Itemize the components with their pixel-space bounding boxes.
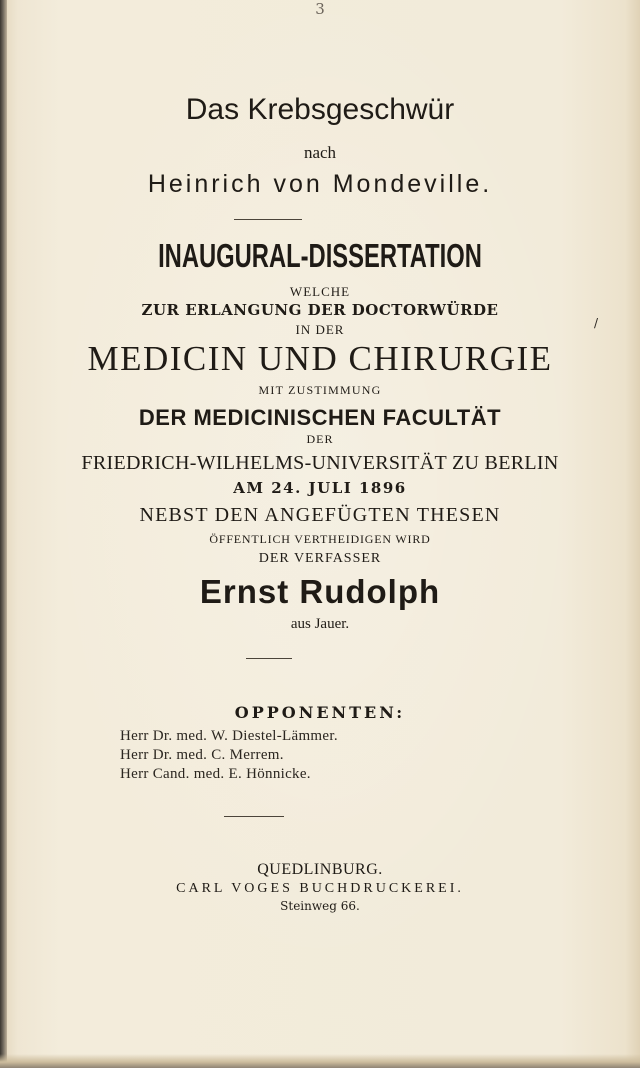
printer-address: Steinweg 66. (280, 899, 360, 913)
opponent-1: Herr Dr. med. W. Diestel-Lämmer. (120, 728, 338, 744)
divider-rule-middle (246, 658, 292, 659)
subject-name: Heinrich von Mondeville. (147, 170, 493, 198)
page-number: 3 (315, 0, 325, 18)
line-mit-zustimmung: MIT ZUSTIMMUNG (258, 383, 382, 397)
line-der: DER (306, 432, 334, 446)
divider-rule-top (234, 219, 302, 220)
margin-mark: / (594, 316, 599, 330)
title-connector: nach (303, 143, 337, 162)
line-zur-erlangung: ZUR ERLANGUNG DER DOCTORWÜRDE (141, 301, 499, 319)
faculty-subjects: MEDICIN UND CHIRURGIE (87, 339, 553, 378)
dissertation-heading: INAUGURAL-DISSERTATION (158, 237, 482, 274)
university-name: FRIEDRICH-WILHELMS-UNIVERSITÄT ZU BERLIN (81, 452, 559, 474)
document-title: Das Krebsgeschwür (185, 93, 455, 126)
author-origin: aus Jauer. (290, 616, 350, 632)
divider-rule-bottom (224, 816, 284, 817)
printer-name: CARL VOGES BUCHDRUCKEREI. (176, 881, 464, 896)
line-der-verfasser: DER VERFASSER (258, 551, 382, 566)
line-thesen: NEBST DEN ANGEFÜGTEN THESEN (139, 504, 501, 526)
print-location: QUEDLINBURG. (257, 861, 383, 878)
author-name: Ernst Rudolph (199, 573, 441, 610)
opponent-2: Herr Dr. med. C. Merrem. (120, 747, 284, 763)
page-bottom-edge (0, 1054, 640, 1068)
line-in-der: IN DER (295, 322, 345, 337)
opponents-heading: OPPONENTEN: (234, 703, 406, 722)
line-oeffentlich: ÖFFENTLICH VERTHEIDIGEN WIRD (209, 532, 431, 546)
opponents-list (120, 727, 450, 784)
defense-date: AM 24. JULI 1896 (233, 479, 407, 497)
faculty-name: DER MEDICINISCHEN FACULTÄT (138, 405, 502, 430)
line-welche: WELCHE (289, 284, 351, 299)
opponent-3: Herr Cand. med. E. Hönnicke. (120, 766, 311, 782)
